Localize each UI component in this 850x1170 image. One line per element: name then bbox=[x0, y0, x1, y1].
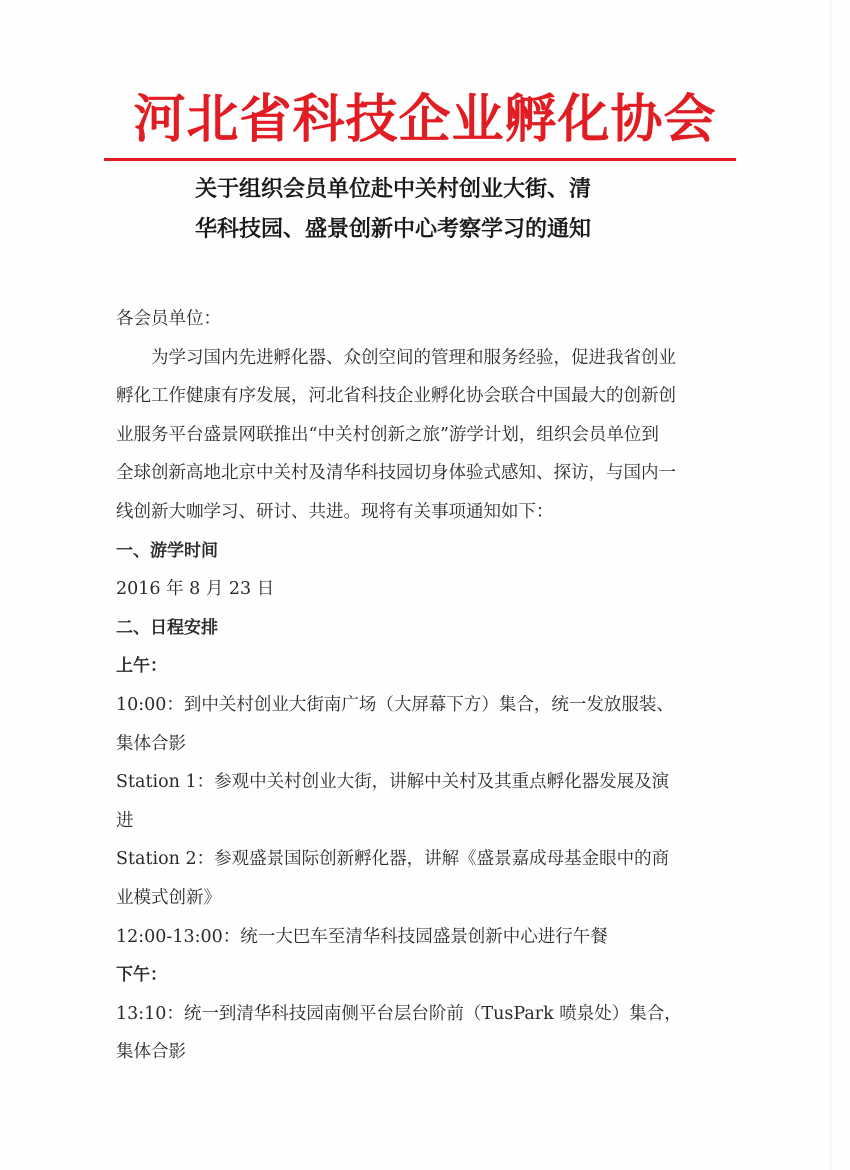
intro-line: 全球创新高地北京中关村及清华科技园切身体验式感知、探访，与国内一 bbox=[116, 463, 676, 484]
section-1-date: 2016 年 8 月 23 日 bbox=[116, 579, 275, 600]
schedule-item: 12:00-13:00：统一大巴车至清华科技园盛景创新中心进行午餐 bbox=[116, 926, 608, 947]
schedule-item: 10:00：到中关村创业大街南广场（大屏幕下方）集合，统一发放服装、 bbox=[116, 694, 674, 715]
letterhead-red-rule bbox=[104, 158, 736, 161]
intro-line: 为学习国内先进孵化器、众创空间的管理和服务经验，促进我省创业 bbox=[151, 347, 676, 368]
scan-edge bbox=[830, 0, 832, 1170]
notice-body bbox=[116, 300, 746, 1072]
morning-label: 上午： bbox=[116, 656, 167, 677]
salutation: 各会员单位： bbox=[116, 309, 221, 329]
schedule-item: 业模式创新》 bbox=[116, 887, 221, 908]
notice-title-line-2: 华科技园、盛景创新中心考察学习的通知 bbox=[195, 217, 592, 242]
schedule-item: 集体合影 bbox=[116, 1042, 186, 1063]
schedule-item: Station 1：参观中关村创业大街，讲解中关村及其重点孵化器发展及演 bbox=[116, 772, 670, 793]
notice-title bbox=[195, 170, 715, 250]
afternoon-label: 下午： bbox=[116, 965, 167, 986]
schedule-item: 13:10：统一到清华科技园南侧平台层台阶前（TusPark 喷泉处）集合， bbox=[116, 1003, 682, 1024]
intro-line: 线创新大咖学习、研讨、共进。现将有关事项通知如下： bbox=[116, 501, 554, 522]
section-1-heading: 一、游学时间 bbox=[116, 540, 218, 561]
notice-title-line-1: 关于组织会员单位赴中关村创业大街、清 bbox=[195, 177, 592, 202]
intro-line: 孵化工作健康有序发展，河北省科技企业孵化协会联合中国最大的创新创 bbox=[116, 386, 676, 407]
schedule-item: 集体合影 bbox=[116, 733, 186, 754]
intro-line: 业服务平台盛景网联推出“中关村创新之旅”游学计划，组织会员单位到 bbox=[116, 424, 659, 445]
section-2-heading: 二、日程安排 bbox=[116, 617, 218, 638]
schedule-item: 进 bbox=[116, 810, 134, 831]
letterhead-organization: 河北省科技企业孵化协会 bbox=[133, 90, 717, 150]
schedule-item: Station 2：参观盛景国际创新孵化器，讲解《盛景嘉成母基金眼中的商 bbox=[116, 849, 670, 870]
